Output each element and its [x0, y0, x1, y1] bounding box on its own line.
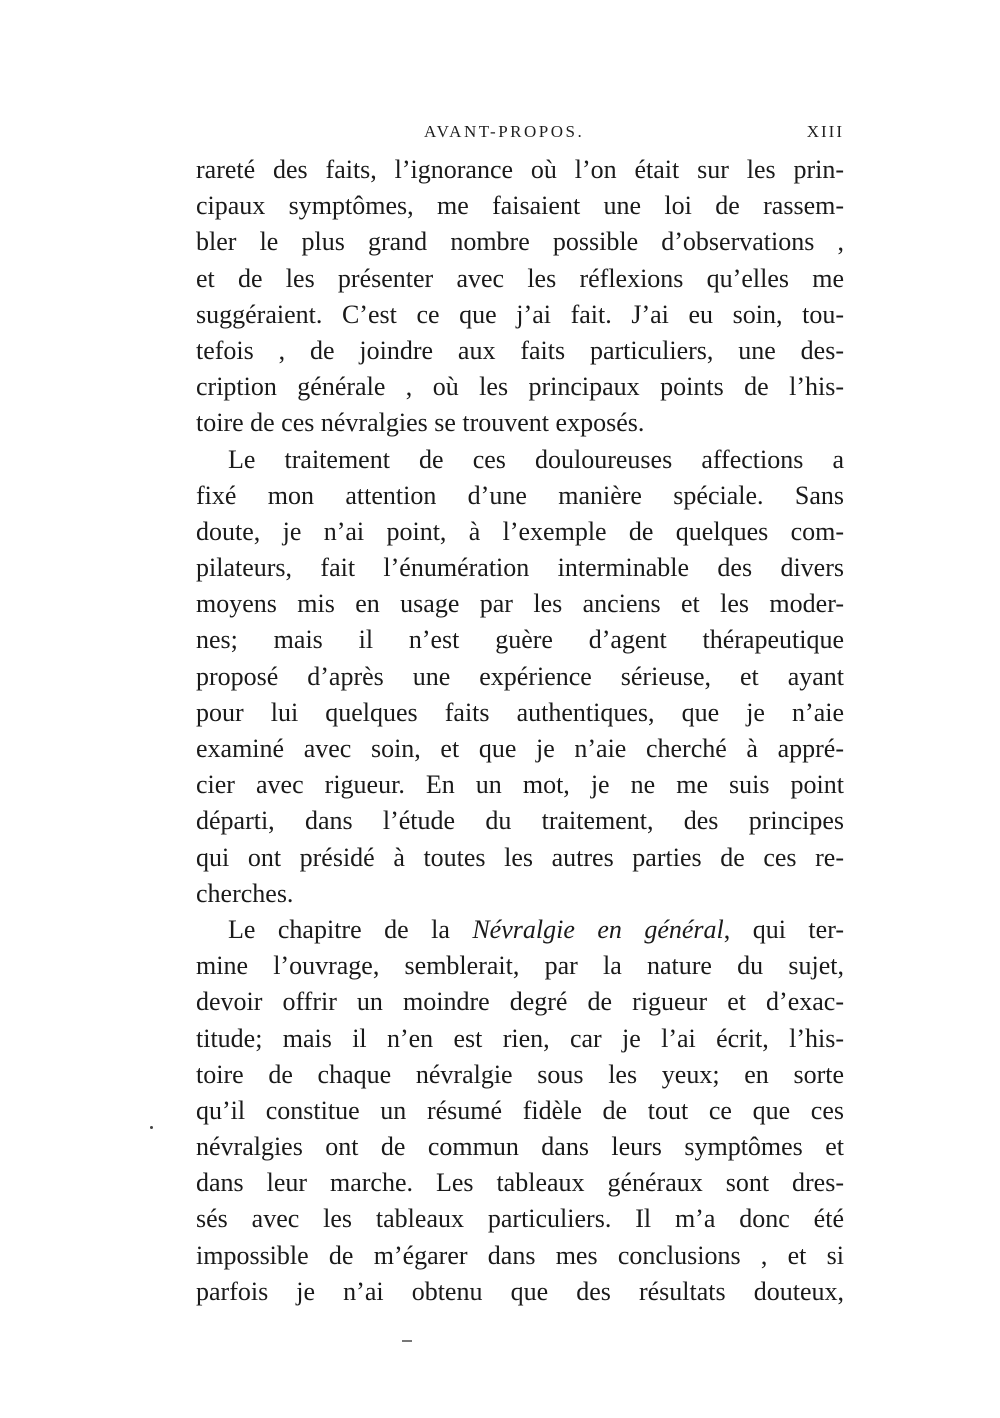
- text-line: suggéraient. C’est ce que j’ai fait. J’ai eu soin, tou-: [196, 299, 844, 329]
- text-line: pour lui quelques faits authentiques, que je n’aie: [196, 697, 844, 727]
- text-line: départi, dans l’étude du traitement, des principes: [196, 806, 844, 836]
- text-line: parfois je n’ai obtenu que des résultats douteux,: [196, 1276, 844, 1306]
- body-text: [196, 152, 844, 1310]
- text-line: doute, je n’ai point, à l’exemple de quelques com-: [196, 516, 844, 546]
- paragraph-2: [196, 442, 844, 912]
- foot-ink-mark: [402, 1340, 412, 1342]
- paragraph-1: [196, 152, 844, 442]
- text-line: pilateurs, fait l’énumération interminable des divers: [196, 553, 844, 583]
- page-number: XIII: [806, 122, 844, 141]
- text-line: [196, 912, 844, 948]
- text-line: toire de chaque névralgie sous les yeux; en sorte: [196, 1059, 844, 1089]
- text-line: toire de ces névralgies se trouvent exposés.: [196, 408, 645, 438]
- text-line: cription générale , où les principaux points de l’his-: [196, 372, 844, 402]
- text-line: cherches.: [196, 878, 294, 908]
- running-title: AVANT-PROPOS.: [424, 122, 585, 141]
- text-line: cier avec rigueur. En un mot, je ne me suis point: [196, 770, 844, 800]
- text-run: , qui ter-: [723, 914, 844, 944]
- text-line: fixé mon attention d’une manière spéciale. Sans: [196, 480, 844, 510]
- text-line: sés avec les tableaux particuliers. Il m’a donc été: [196, 1204, 844, 1234]
- paragraph-3: [196, 912, 844, 1310]
- text-line: bler le plus grand nombre possible d’observations ,: [196, 227, 844, 257]
- italic-title: Névralgie en général: [472, 914, 724, 944]
- text-line: et de les présenter avec les réflexions qu’elles me: [196, 263, 844, 293]
- text-line: mine l’ouvrage, semblerait, par la nature du sujet,: [196, 951, 844, 981]
- text-line: cipaux symptômes, me faisaient une loi de rassem-: [196, 191, 844, 221]
- text-line: Le traitement de ces douloureuses affections a: [228, 444, 844, 474]
- text-line: tefois , de joindre aux faits particuliers, une des-: [196, 335, 844, 365]
- text-line: rareté des faits, l’ignorance où l’on était sur les prin-: [196, 155, 844, 184]
- text-line: examiné avec soin, et que je n’aie cherché à appré-: [196, 734, 844, 763]
- text-line: moyens mis en usage par les anciens et les moder-: [196, 589, 844, 619]
- text-line: qu’il constitue un résumé fidèle de tout ce que ces: [196, 1095, 844, 1125]
- text-line: impossible de m’égarer dans mes conclusions , et si: [196, 1240, 844, 1270]
- text-line: nes; mais il n’est guère d’agent thérapeutique: [196, 625, 844, 655]
- margin-ink-dot: [150, 1126, 153, 1129]
- running-head: [196, 120, 844, 148]
- text-line: qui ont présidé à toutes les autres parties de ces re-: [196, 842, 844, 872]
- text-line: névralgies ont de commun dans leurs symptômes et: [196, 1132, 844, 1162]
- text-line: titude; mais il n’en est rien, car je l’ai écrit, l’his-: [196, 1023, 844, 1053]
- text-line: dans leur marche. Les tableaux généraux sont dres-: [196, 1168, 844, 1198]
- text-line: proposé d’après une expérience sérieuse, et ayant: [196, 661, 844, 691]
- text-run: Le chapitre de la: [228, 914, 473, 944]
- text-line: devoir offrir un moindre degré de rigueur et d’exac-: [196, 987, 844, 1017]
